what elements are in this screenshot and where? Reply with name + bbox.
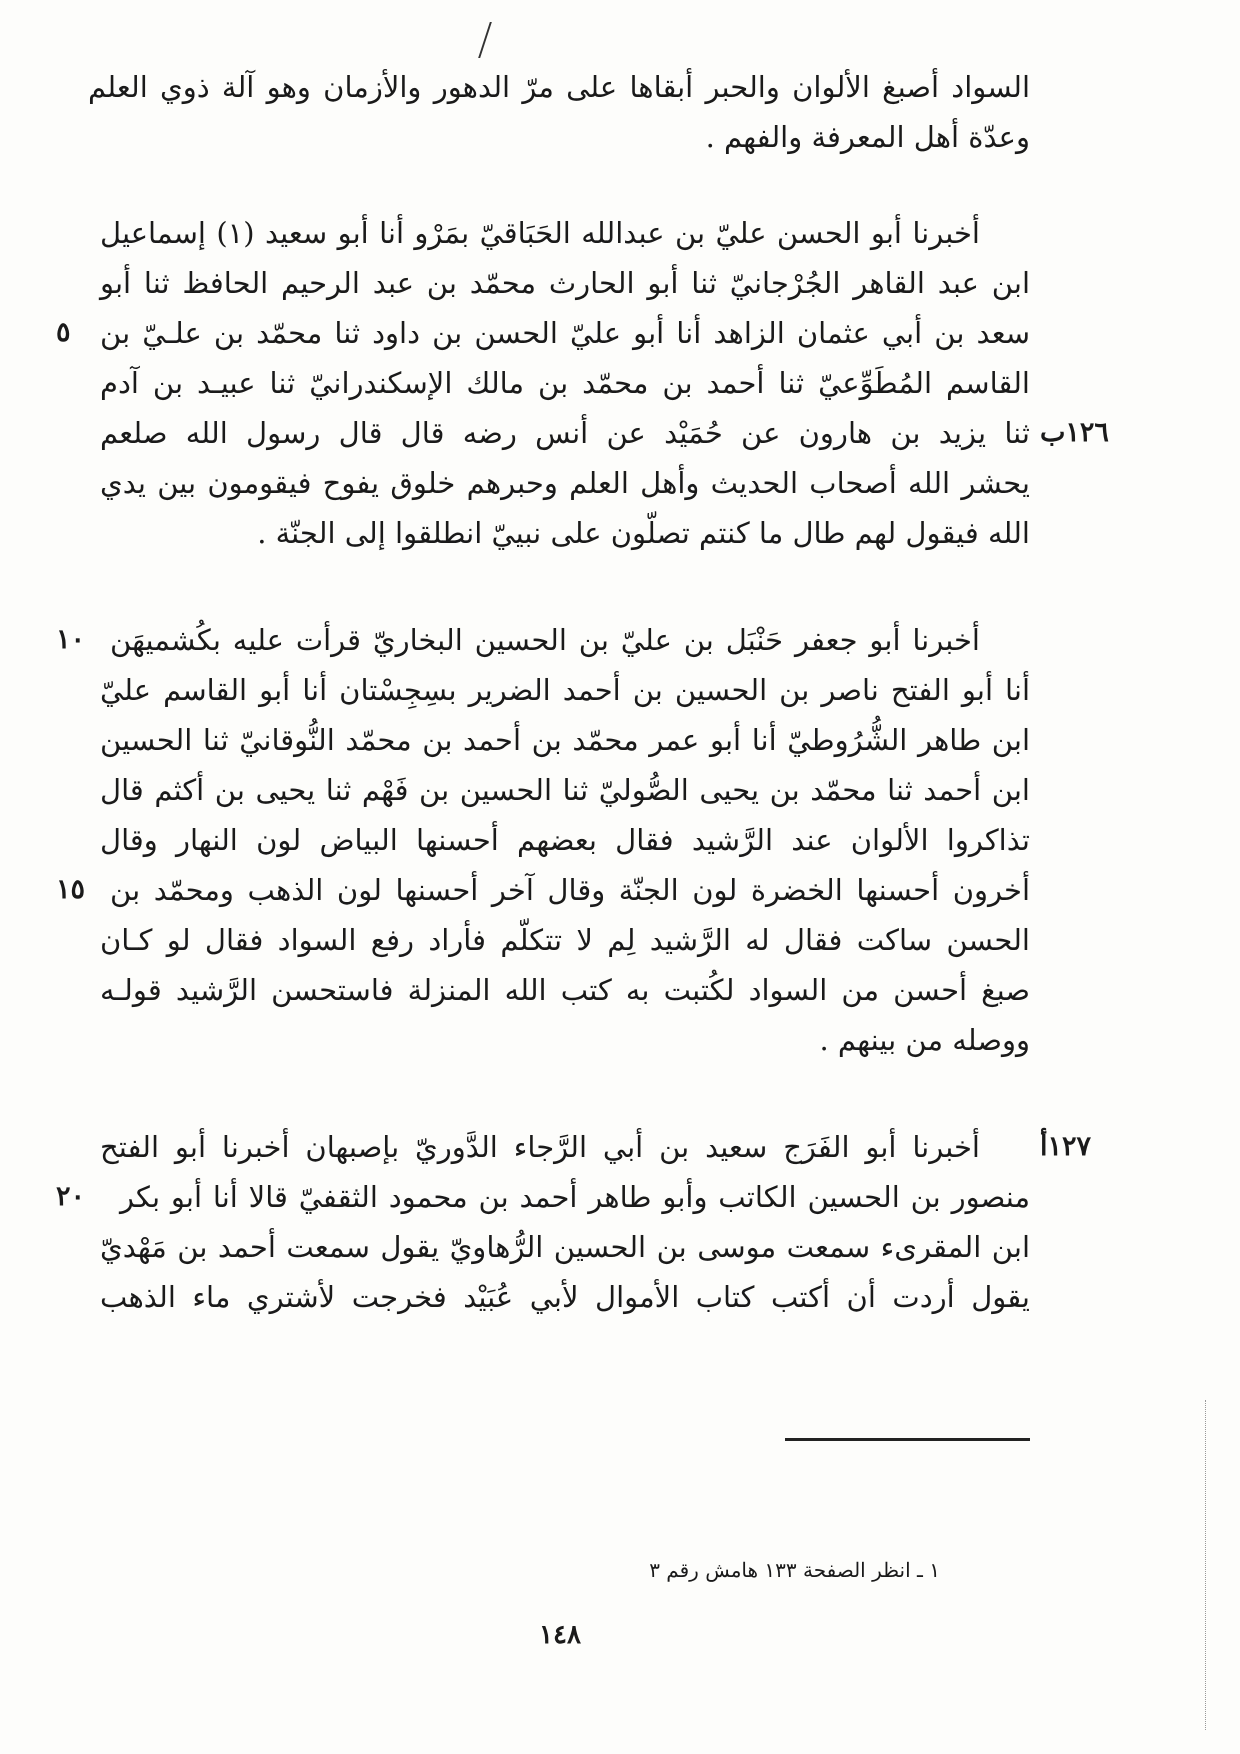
text-line: ابن عبد القاهر الجُرْجانيّ ثنا أبو الحارث محمّد بن عبد الرحيم الحافظ ثنا أبو xyxy=(100,266,1030,300)
text-line: ابن طاهر الشُّرُوطيّ أنا أبو عمر محمّد بن أحمد بن محمّد النُّوقانيّ ثنا الحسين xyxy=(100,723,1030,757)
text-line: سعد بن أبي عثمان الزاهد أنا أبو عليّ الحسن بن داود ثنا محمّد بن علـيّ بن xyxy=(100,316,1030,350)
footnote-divider xyxy=(785,1438,1030,1441)
scan-edge-artifact xyxy=(1205,1400,1208,1730)
page-number: ١٤٨ xyxy=(539,1620,581,1650)
text-line: يقول أردت أن أكتب كتاب الأموال لأبي عُبَيْد فخرجت لأشتري ماء الذهب xyxy=(100,1280,1030,1314)
margin-folio-marker: ١٢٦ب xyxy=(1040,417,1109,448)
margin-line-number: ٢٠ xyxy=(56,1181,86,1212)
text-line: ابن المقرىء سمعت موسى بن الحسين الرُّهاويّ يقول سمعت أحمد بن مَهْديّ xyxy=(100,1230,1030,1264)
text-line: أنا أبو الفتح ناصر بن الحسين بن أحمد الضرير بسِجِسْتان أنا أبو القاسم عليّ xyxy=(100,673,1030,707)
text-line: ووصله من بينهم . xyxy=(819,1023,1030,1057)
text-line: تذاكروا الألوان عند الرَّشيد فقال بعضهم أحسنها البياض لون النهار وقال xyxy=(100,823,1030,857)
text-line: السواد أصبغ الألوان والحبر أبقاها على مرّ الدهور والأزمان وهو آلة ذوي العلم xyxy=(88,70,1030,104)
text-line: ثنا يزيد بن هارون عن حُمَيْد عن أنس رضه قال قال رسول الله صلعم xyxy=(100,416,1030,450)
text-line: أخبرنا أبو الحسن عليّ بن عبدالله الحَبَاقيّ بمَرْو أنا أبو سعيد (١) إسماعيل xyxy=(100,216,980,250)
margin-line-number: ٥ xyxy=(56,317,71,348)
text-line: منصور بن الحسين الكاتب وأبو طاهر أحمد بن محمود الثقفيّ قالا أنا أبو بكر xyxy=(120,1180,1030,1214)
text-line: الله فيقول لهم طال ما كنتم تصلّون على نبييّ انطلقوا إلى الجنّة . xyxy=(257,516,1030,550)
text-line: أخرون أحسنها الخضرة لون الجنّة وقال آخر أحسنها لون الذهب ومحمّد بن xyxy=(110,873,1030,907)
text-line: ابن أحمد ثنا محمّد بن يحيى الصُّوليّ ثنا الحسين بن فَهْم ثنا يحيى بن أكثم قال xyxy=(100,773,1030,807)
footnote: ١ ـ انظر الصفحة ١٣٣ هامش رقم ٣ xyxy=(649,1558,940,1582)
text-line: صبغ أحسن من السواد لكُتبت به كتب الله المنزلة فاستحسن الرَّشيد قولـه xyxy=(100,973,1030,1007)
text-line: وعدّة أهل المعرفة والفهم . xyxy=(705,120,1030,154)
text-line: الحسن ساكت فقال له الرَّشيد لِم لا تتكلّم فأراد رفع السواد فقال لو كـان xyxy=(100,923,1030,957)
text-line: القاسم المُطَوِّعيّ ثنا أحمد بن محمّد بن مالك الإسكندرانيّ ثنا عبيـد بن آدم xyxy=(100,366,1030,400)
text-line: يحشر الله أصحاب الحديث وأهل العلم وحبرهم خلوق يفوح فيقومون بين يدي xyxy=(100,466,1030,500)
text-line: أخبرنا أبو الفَرَج سعيد بن أبي الرَّجاء الدَّوريّ بإصبهان أخبرنا أبو الفتح xyxy=(100,1130,980,1164)
pen-mark xyxy=(464,22,492,58)
text-line: أخبرنا أبو جعفر حَنْبَل بن عليّ بن الحسين البخاريّ قرأت عليه بكُشميهَن xyxy=(110,623,980,657)
margin-folio-marker: ١٢٧أ xyxy=(1040,1131,1092,1162)
margin-line-number: ١٠ xyxy=(56,624,86,655)
margin-line-number: ١٥ xyxy=(56,874,86,905)
